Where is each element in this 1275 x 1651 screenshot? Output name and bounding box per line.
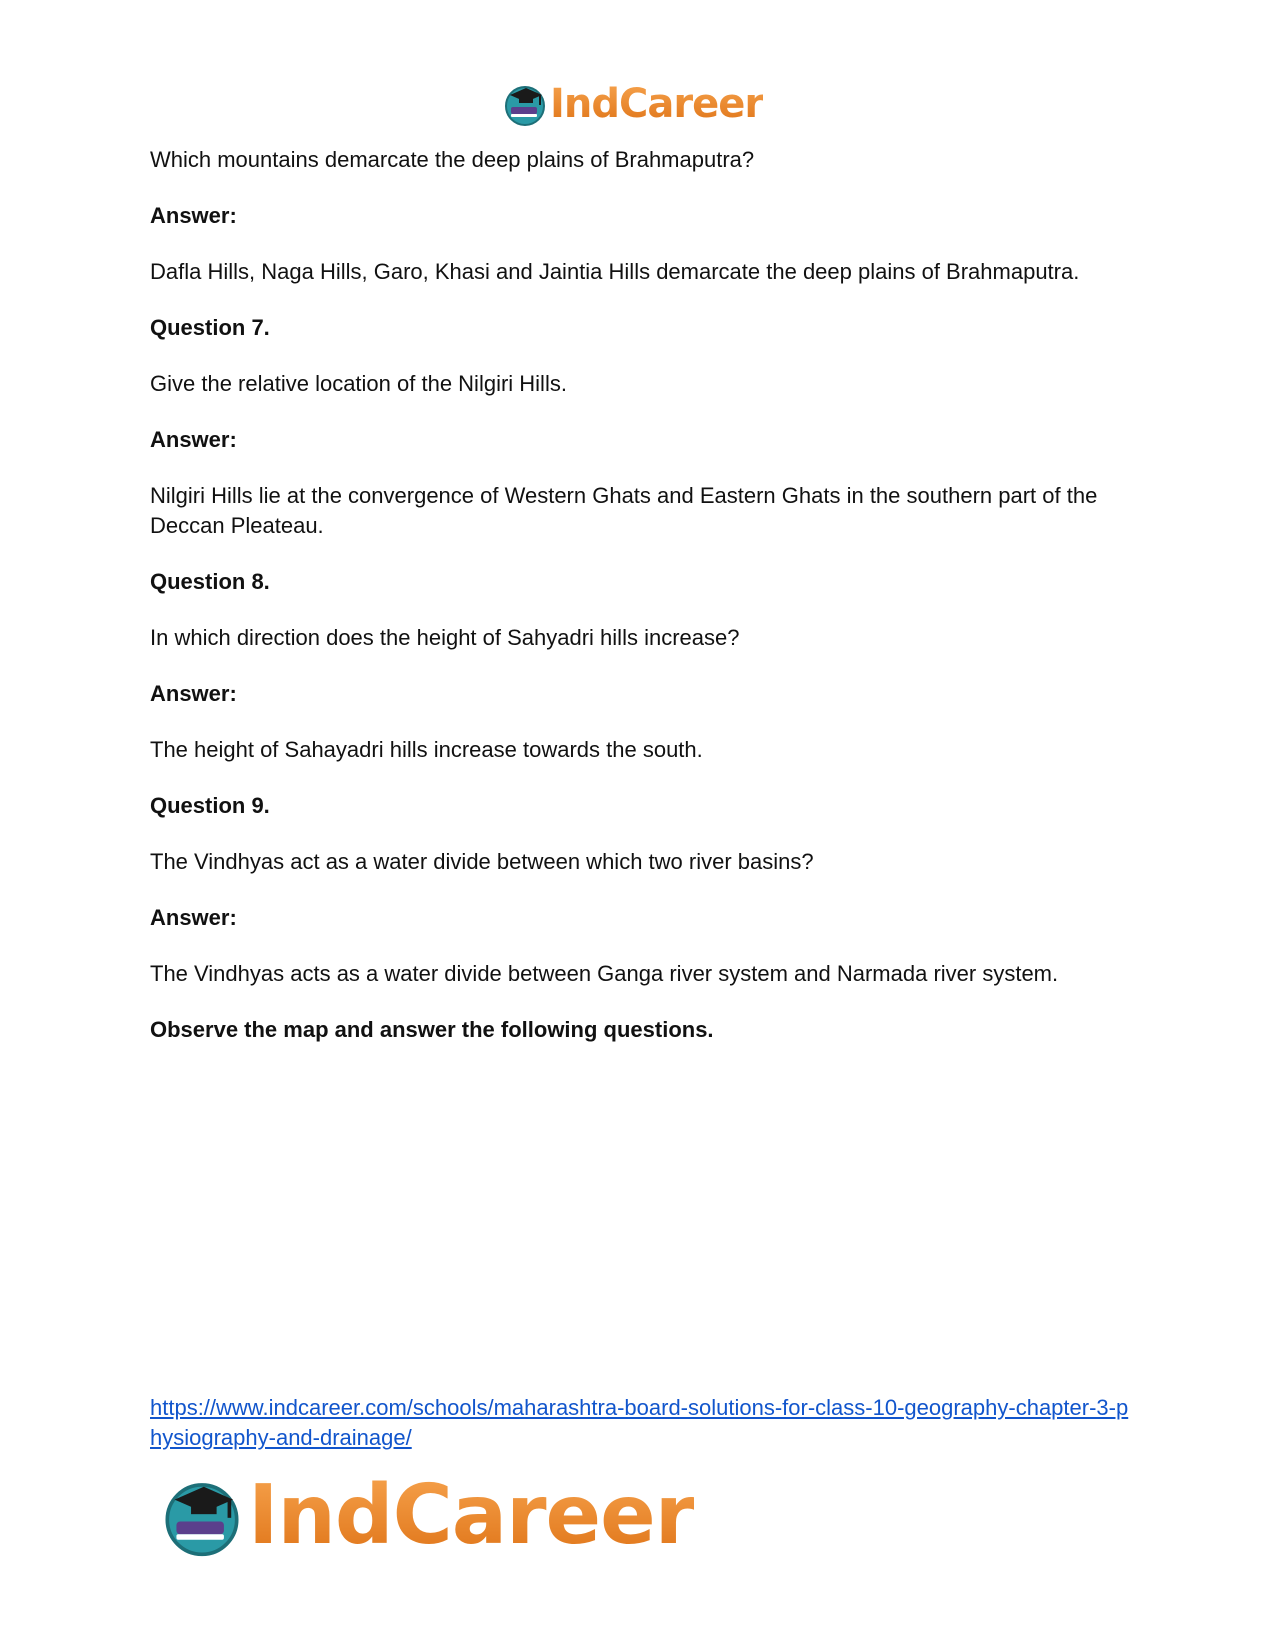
question-heading: Question 8.	[150, 569, 270, 594]
answer-label: Answer:	[150, 203, 237, 228]
indcareer-logo-bottom	[160, 1468, 694, 1564]
question-text: In which direction does the height of Sahyadri hills increase?	[150, 625, 740, 650]
question-text: Which mountains demarcate the deep plains of Brahmaputra?	[150, 147, 755, 172]
indcareer-logo-top	[502, 80, 763, 128]
source-url-link[interactable]: https://www.indcareer.com/schools/maharashtra-board-solutions-for-class-10-geography-chapter-3-physiography-and-drainage/	[150, 1395, 1129, 1450]
question-text: Give the relative location of the Nilgiri Hills.	[150, 371, 567, 396]
answer-text: The Vindhyas acts as a water divide between Ganga river system and Narmada river system.	[150, 961, 1059, 986]
logo-wordmark: IndCareer	[248, 1468, 695, 1563]
question-text: The Vindhyas act as a water divide between which two river basins?	[150, 849, 814, 874]
logo-wordmark: IndCareer	[550, 81, 764, 127]
answer-text: Dafla Hills, Naga Hills, Garo, Khasi and Jaintia Hills demarcate the deep plains of Brahmaputra.	[150, 259, 1080, 284]
question-heading: Question 7.	[150, 315, 270, 340]
answer-text: Nilgiri Hills lie at the convergence of Western Ghats and Eastern Ghats in the southern part of the Deccan Pleateau.	[150, 483, 1098, 538]
answer-label: Answer:	[150, 681, 237, 706]
answer-text: The height of Sahayadri hills increase towards the south.	[150, 737, 703, 762]
document-body	[150, 145, 1135, 1071]
answer-label: Answer:	[150, 905, 237, 930]
section-instruction: Observe the map and answer the following questions.	[150, 1017, 714, 1042]
question-heading: Question 9.	[150, 793, 270, 818]
graduation-globe-icon	[160, 1474, 244, 1558]
graduation-globe-icon	[502, 81, 548, 127]
answer-label: Answer:	[150, 427, 237, 452]
